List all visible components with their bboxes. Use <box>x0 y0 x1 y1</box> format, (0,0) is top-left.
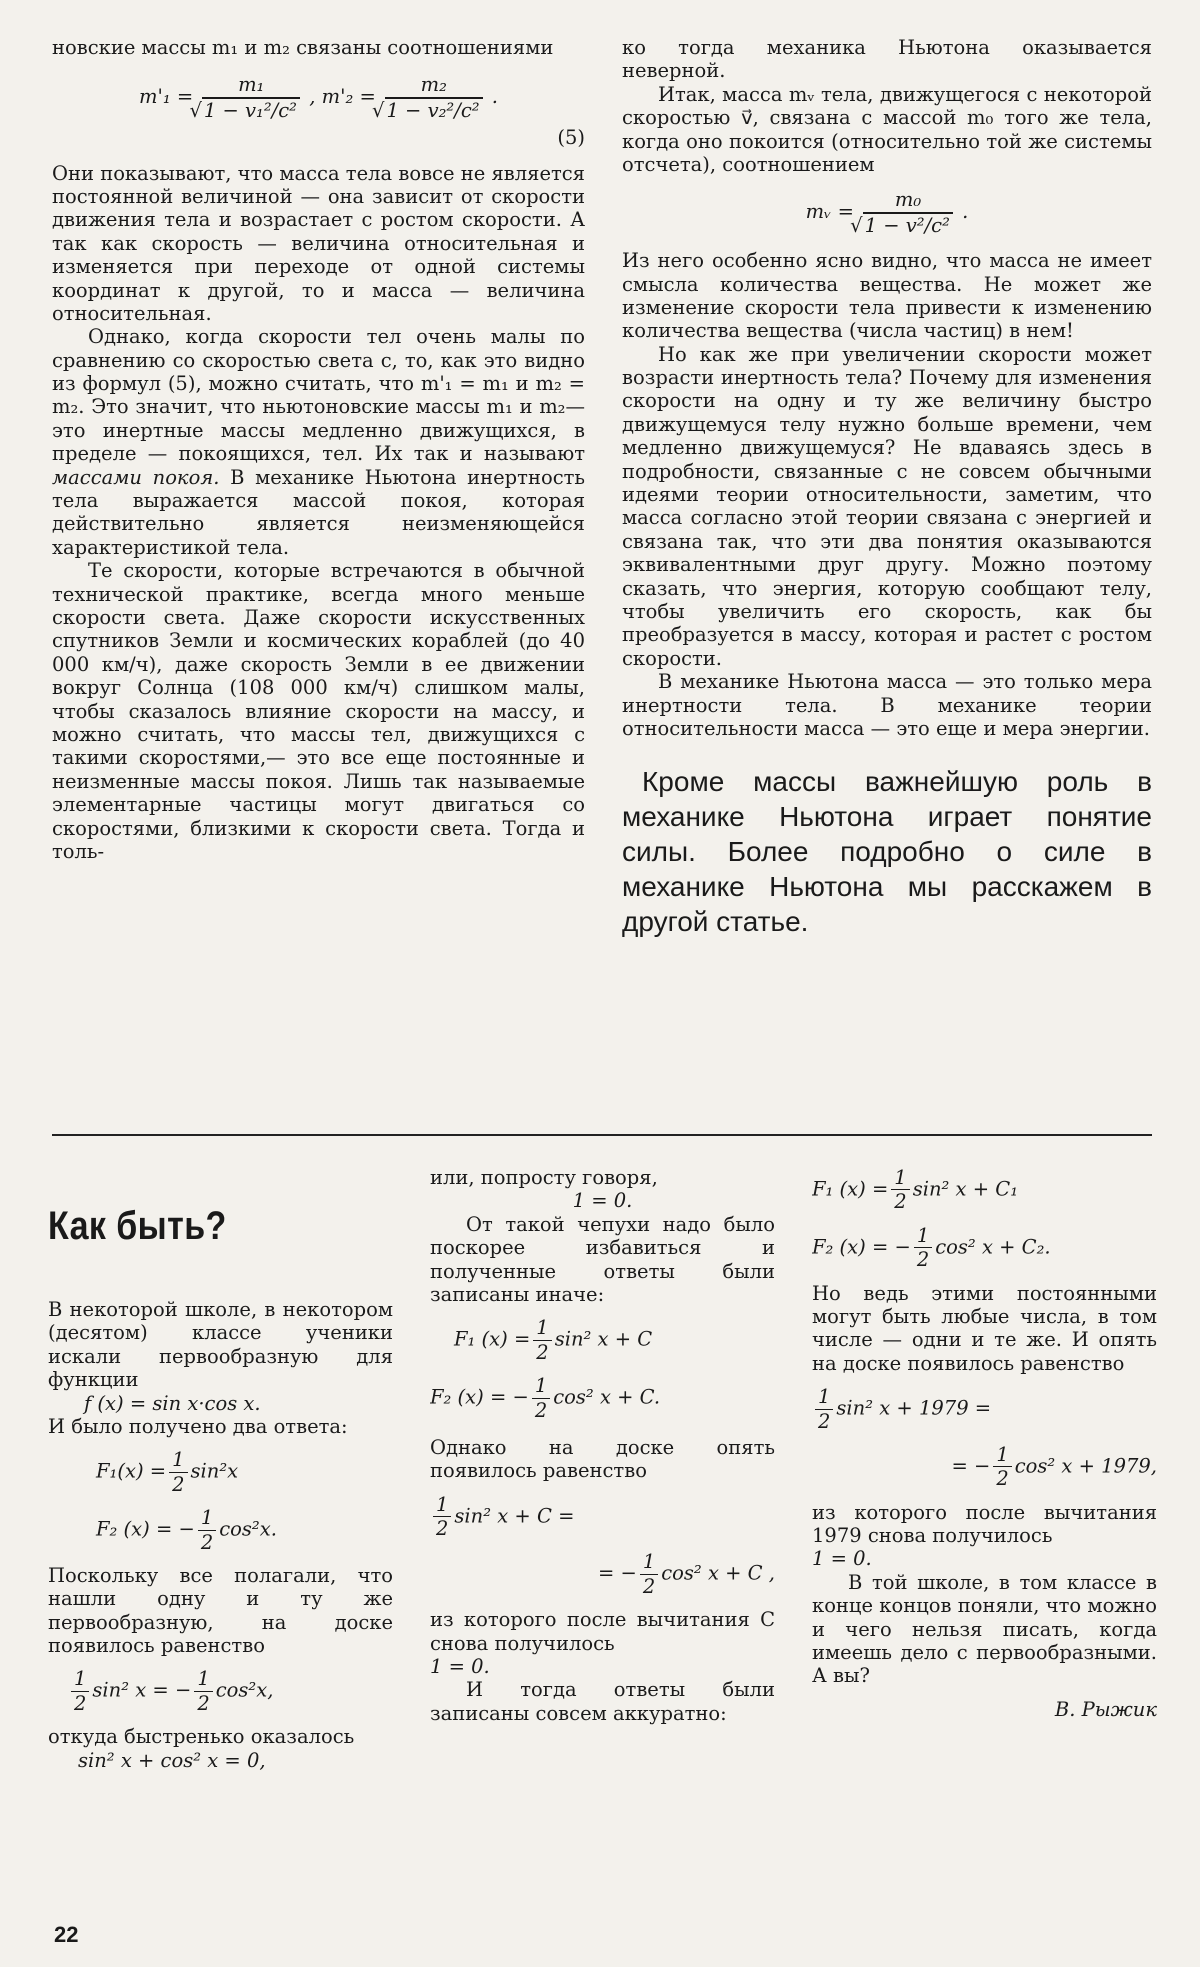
equation: 1 = 0. <box>430 1655 490 1679</box>
equation-equality-part2: = − $\frac{1}{2}$ cos² x + C , <box>597 1550 775 1598</box>
function-definition: f (x) = sin x·cos x. <box>84 1391 261 1415</box>
paragraph: Те скорости, которые встречаются в обычной технической практике, всегда много меньше скорости света. Даже скорости искусственных спутников Земли и космических кораблей (до 40 000 км/ч), даже скорость Земли в ее движении вокруг Солнца (108 000 км/ч) слишком малы, чтобы сказалось влияние скорости на массу, и можно считать, что массы тел, движущихся с такими скоростями,— это все еще постоянные и неизменные массы покоя. Лишь так называемые элементарные частицы могут двигаться со скоростями, близкими к скорости света. Тогда и толь- <box>52 559 585 863</box>
article1-left-column <box>52 36 585 863</box>
author-signature: В. Рыжик <box>1054 1697 1157 1721</box>
mass-velocity-equation: mᵥ = m₀ √ 1 − v²/c² . <box>622 188 1152 237</box>
equation-f2: F₂ (x) = − $\frac{1}{2}$ cos² x + C. <box>430 1374 661 1422</box>
paragraph: Но как же при увеличении скорости может возрасти инертность тела? Почему для изменения скорости на одну и ту же величину быстро движущемуся телу нужно больше времени, чем медленно движущемуся? Не вдаваясь здесь в подробности, связанные с не совсем обычными идеями теории относительности, заметим, что масса согласно этой теории связана с энергией и связана так, что эти два понятия оказываются эквивалентными друг другу. Можно поэтому сказать, что энергия, которую сообщают телу, чтобы увеличить его скорость, как бы преобразуется в массу, которая и растет с ростом скорости. <box>622 342 1152 670</box>
paragraph: Однако, когда скорости тел очень малы по сравнению со скоростью света c, то, как это видно из формул (5), можно считать, что m'₁ = m₁ и m₂ = m₂. Это значит, что ньютоновские массы m₁ и m₂— это инертные массы медленно движущихся, в пределе — покоящихся, тел. Их так и называют массами покоя. В механике Ньютона инертность тела выражается массой покоя, которая действительно является неизменяющейся характеристикой тела. <box>52 325 585 559</box>
equation-equality-part1: $\frac{1}{2}$ sin² x + C = <box>430 1493 775 1541</box>
article1-right-column <box>622 36 1152 939</box>
paragraph: откуда быстренько оказалось <box>48 1725 355 1749</box>
equation-equality-part1: $\frac{1}{2}$ sin² x + 1979 = <box>812 1385 1157 1433</box>
article2-column-2 <box>430 1166 775 1725</box>
equation-number: (5) <box>557 126 585 150</box>
paragraph: Поскольку все полагали, что нашли одну и ту же первообразную, на доске появилось равенство <box>48 1563 393 1658</box>
paragraph: Итак, масса mᵥ тела, движущегося с некоторой скоростью v⃗, связана с массой m₀ того же тела, когда оно покоится (относительно той же системы отсчета), соотношением <box>622 82 1152 176</box>
paragraph: или, попросту говоря, <box>430 1166 658 1189</box>
article2-column-3 <box>812 1166 1157 1721</box>
equation-5: m'₁ = m₁ √ 1 − v₁²/c² , m'₂ = m₂ √ 1 − v₂²/c² . <box>52 73 585 122</box>
equation-sum: sin² x + cos² x = 0, <box>78 1748 266 1772</box>
equation-f1: F₁ (x) = $\frac{1}{2}$ sin² x + C <box>454 1316 653 1364</box>
paragraph: Они показывают, что масса тела вовсе не является постоянной величиной — она зависит от скорости движения тела и возрастает с ростом скорости. А так как скорость — величина относительная и изменяется при переходе от одной системы координат к другой, то и масса — величина относительная. <box>52 161 585 325</box>
paragraph: Но ведь этими постоянными могут быть любые числа, в том числе — одни и те же. И опять на доске появилось равенство <box>812 1281 1157 1375</box>
highlight-paragraph: Кроме массы важнейшую роль в механике Ньютона играет понятие силы. Более подробно о силе в механике Ньютона мы расскажем в другой статье. <box>622 766 1152 938</box>
paragraph: из которого после вычитания 1979 снова получилось <box>812 1500 1157 1548</box>
paragraph: В некоторой школе, в некотором (десятом) классе ученики искали первообразную для функции <box>48 1298 393 1392</box>
paragraph: И тогда ответы были записаны совсем аккуратно: <box>430 1678 775 1725</box>
equation-f1: F₁ (x) = $\frac{1}{2}$ sin² x + C₁ <box>812 1166 1019 1214</box>
paragraph: В механике Ньютона масса — это только мера инертности тела. В механике теории относительности масса — это еще и мера энергии. <box>622 670 1152 740</box>
paragraph: От такой чепухи надо было поскорее избавиться и полученные ответы были записаны иначе: <box>430 1212 775 1306</box>
equation-equality-part2: = − $\frac{1}{2}$ cos² x + 1979, <box>951 1442 1157 1491</box>
equation: 1 = 0. <box>812 1547 872 1571</box>
equation-f1: F₁(x) = $\frac{1}{2}$ sin²x <box>96 1448 239 1496</box>
equation: 1 = 0. <box>572 1189 633 1213</box>
paragraph: И было получено два ответа: <box>48 1414 348 1438</box>
paragraph: Однако на доске опять появилось равенство <box>430 1435 775 1483</box>
equation-f2: F₂ (x) = − $\frac{1}{2}$ cos² x + C₂. <box>812 1223 1051 1272</box>
paragraph: ко тогда механика Ньютона оказывается неверной. <box>622 36 1152 83</box>
section-divider <box>52 1134 1152 1136</box>
paragraph: Из него особенно ясно видно, что масса не имеет смысла количества вещества. Не может же изменение скорости тела привести к изменению количества вещества (числа частиц) в нем! <box>622 249 1152 343</box>
paragraph: новские массы m₁ и m₂ связаны соотношениями <box>52 36 554 59</box>
equation-f2: F₂ (x) = − $\frac{1}{2}$ cos²x. <box>96 1506 277 1554</box>
equation-equality: $\frac{1}{2}$ sin² x = − $\frac{1}{2}$ cos²x, <box>68 1667 393 1715</box>
article2-column-1 <box>48 1160 393 1772</box>
paragraph: из которого после вычитания C снова получилось <box>430 1608 775 1655</box>
article-title: Как быть? <box>48 1204 227 1248</box>
paragraph: В той школе, в том классе в конце концов поняли, что можно и чего нельзя писать, когда имеешь дело с первообразными. А вы? <box>812 1570 1157 1688</box>
page-number: 22 <box>54 1922 79 1947</box>
